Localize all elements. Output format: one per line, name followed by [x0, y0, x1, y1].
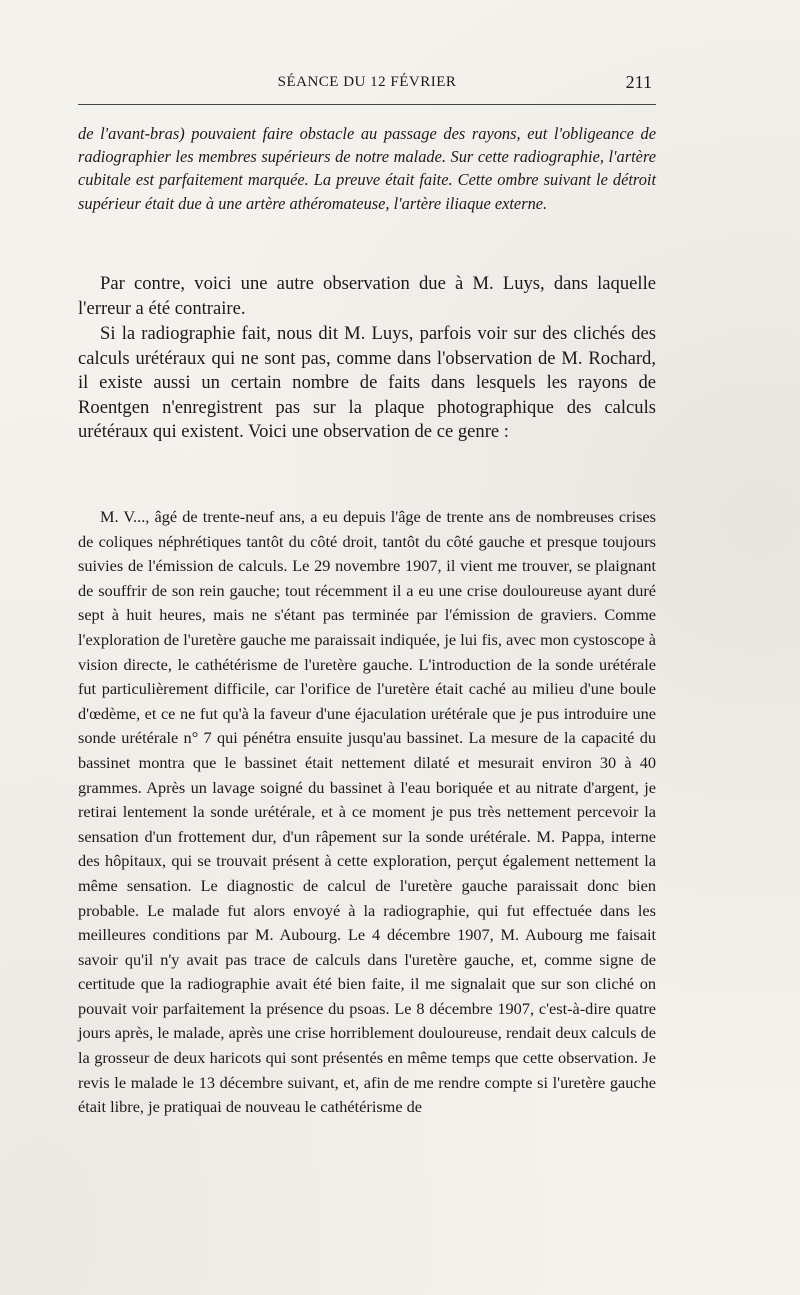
body-paragraph-1: Par contre, voici une autre observation due à M. Luys, dans laquelle l'erreur a été contraire.	[78, 273, 656, 319]
running-title: SÉANCE DU 12 FÉVRIER	[277, 74, 457, 90]
header-rule	[78, 104, 656, 105]
body-paragraph-2: Si la radiographie fait, nous dit M. Luys, parfois voir sur des clichés des calculs urétéraux qui ne sont pas, comme dans l'observation de M. Rochard, il existe aussi un certain nombre de faits dans lesquels les rayons de Roentgen n'enregistrent pas sur la plaque photographique des calculs urétéraux qui existent. Voici une observation de ce genre :	[78, 323, 656, 443]
page-header	[78, 72, 656, 94]
italic-quote-paragraph: de l'avant-bras) pouvaient faire obstacle au passage des rayons, eut l'obligeance de radiographier les membres supérieurs de notre malade. Sur cette radiographie, l'artère cubitale est parfaitement marquée. La preuve était faite. Cette ombre suivant le détroit supérieur était due à une artère athéromateuse, l'artère iliaque externe.	[78, 124, 656, 213]
observation-paragraph: M. V..., âgé de trente-neuf ans, a eu depuis l'âge de trente ans de nombreuses crises de coliques néphrétiques tantôt du côté droit, tantôt du côté gauche et presque toujours suivies de l'émission de calculs. Le 29 novembre 1907, il vient me trouver, se plaignant de souffrir de son rein gauche; tout récemment il a eu une crise douloureuse ayant duré sept à huit heures, mais ne s'étant pas terminée par l'émission de graviers. Comme l'exploration de l'uretère gauche me paraissait indiquée, je lui fis, avec mon cystoscope à vision directe, le cathétérisme de l'uretère gauche. L'introduction de la sonde urétérale fut particulièrement difficile, car l'orifice de l'uretère était caché au milieu d'une boule d'œdème, et ce ne fut qu'à la faveur d'une éjaculation urétérale que je pus introduire une sonde urétérale n° 7 qui pénétra ensuite jusqu'au bassinet. La mesure de la capacité du bassinet montra que le bassinet était nettement dilaté et mesurait environ 30 à 40 grammes. Après un lavage soigné du bassinet à l'eau boriquée et au nitrate d'argent, je retirai lentement la sonde urétérale, et à ce moment je pus très nettement percevoir la sensation d'un frottement dur, d'un râpement sur la sonde urétérale. M. Pappa, interne des hôpitaux, qui se trouvait présent à cette exploration, perçut également nettement la même sensation. Le diagnostic de calcul de l'uretère gauche paraissait donc bien probable. Le malade fut alors envoyé à la radiographie, qui fut effectuée dans les meilleures conditions par M. Aubourg. Le 4 décembre 1907, M. Aubourg me faisait savoir qu'il n'y avait pas trace de calculs dans l'uretère gauche, et, comme signe de certitude que la radiographie avait été bien faite, il me signalait que sur son cliché on pouvait voir parfaitement la présence du psoas. Le 8 décembre 1907, c'est-à-dire quatre jours après, le malade, après une crise horriblement douloureuse, rendait deux calculs de la grosseur de deux haricots qui sont présentés en même temps que cette observation. Je revis le malade le 13 décembre suivant, et, afin de me rendre compte si l'uretère gauche était libre, je pratiquai de nouveau le cathétérisme de	[78, 507, 656, 1117]
page-number: 211	[625, 72, 652, 92]
